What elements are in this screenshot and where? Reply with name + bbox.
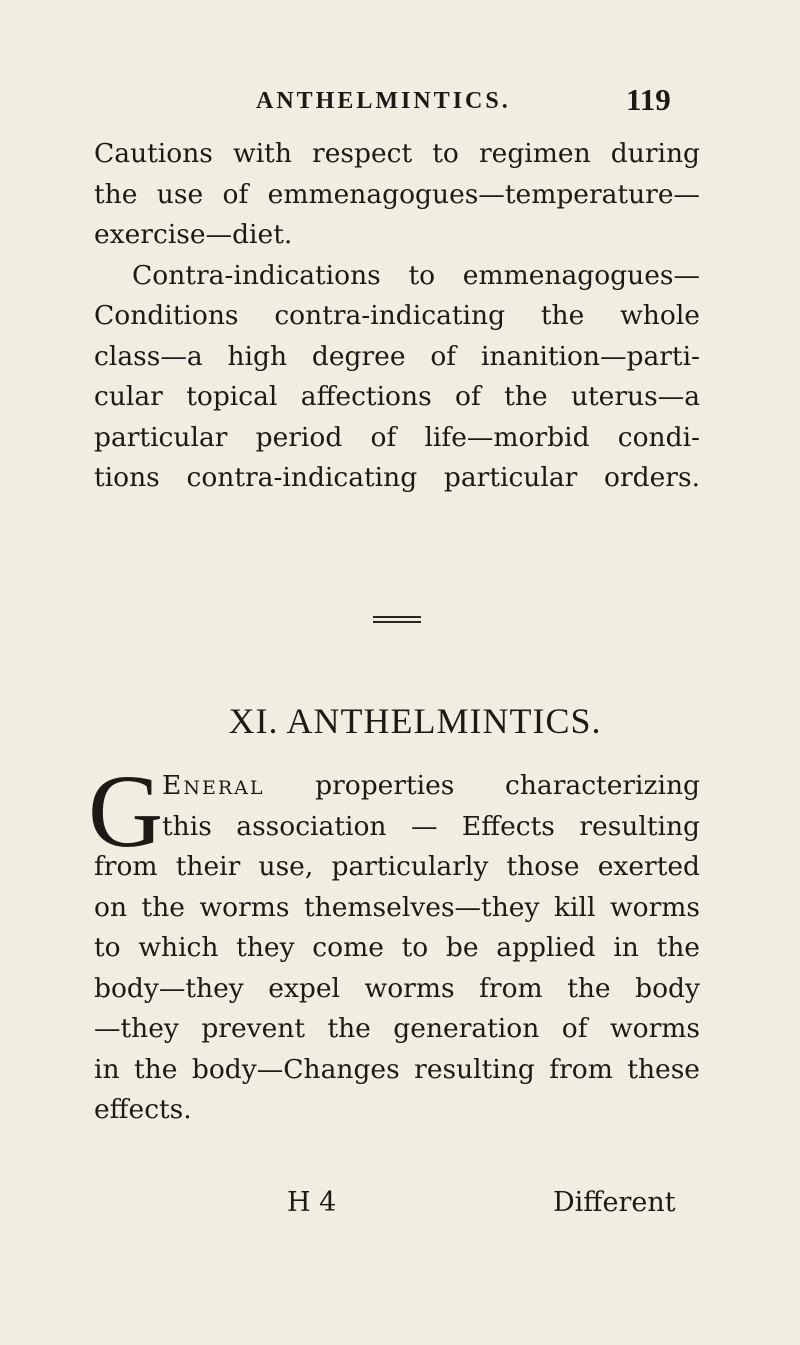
text-line: body—they expel worms from the body bbox=[94, 972, 700, 1004]
text-line: from their use, particularly those exerted bbox=[94, 851, 700, 882]
text-line: effects. bbox=[94, 1094, 192, 1125]
synopsis-lower bbox=[94, 847, 700, 1131]
ornamental-rule bbox=[373, 616, 421, 625]
page-number: 119 bbox=[626, 82, 671, 117]
text-line: the use of emmenagogues—temperature— bbox=[94, 178, 700, 210]
catchword: Different bbox=[553, 1187, 676, 1218]
section-heading: XI. ANTHELMINTICS. bbox=[228, 701, 602, 741]
text-line: Contra-indications to emmenagogues— bbox=[132, 259, 700, 291]
text-line: exercise—diet. bbox=[94, 219, 293, 250]
synopsis-lower-opening bbox=[162, 766, 700, 847]
text-line: —they prevent the generation of worms bbox=[94, 1013, 700, 1044]
text-line: this association — Effects resulting bbox=[162, 810, 700, 842]
running-title: ANTHELMINTICS. bbox=[256, 88, 511, 114]
text-line: in the body—Changes resulting from these bbox=[94, 1053, 700, 1085]
small-caps-lead: Eneral bbox=[162, 770, 265, 801]
signature-mark: H 4 bbox=[287, 1187, 337, 1218]
text-line: particular period of life—morbid condi- bbox=[94, 421, 700, 453]
text-line: to which they come to be applied in the bbox=[94, 932, 700, 963]
synopsis-upper bbox=[94, 134, 700, 499]
text-line bbox=[162, 766, 700, 807]
text-run: properties characterizing bbox=[264, 770, 700, 801]
text-line: on the worms themselves—they kill worms bbox=[94, 891, 700, 923]
drop-cap: G bbox=[88, 754, 164, 869]
text-line: Conditions contra-indicating the whole bbox=[94, 300, 700, 331]
text-line: Cautions with respect to regimen during bbox=[94, 138, 700, 169]
text-line: class—a high degree of inanition—parti- bbox=[94, 340, 700, 372]
text-line: tions contra-indicating particular orders. bbox=[94, 462, 700, 493]
text-line: cular topical affections of the uterus—a bbox=[94, 381, 700, 412]
